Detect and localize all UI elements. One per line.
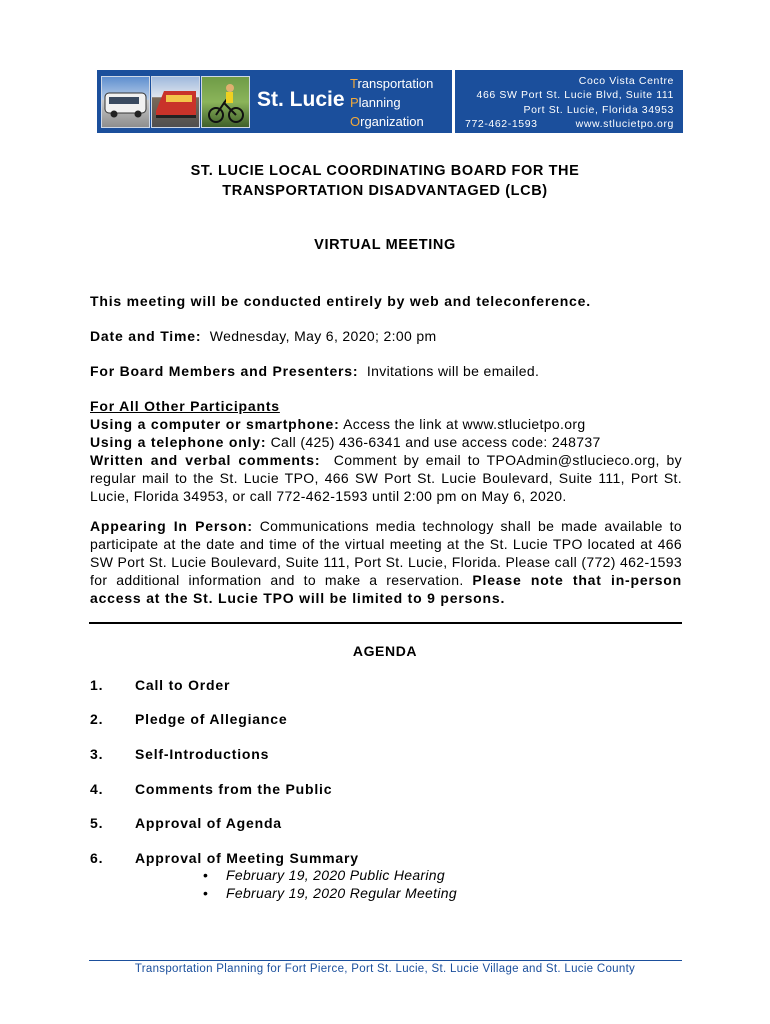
contact-street: 466 SW Port St. Lucie Blvd, Suite 111 [476, 89, 674, 102]
footer-tagline: Transportation Planning for Fort Pierce, Port St. Lucie, St. Lucie Village and St. Lucie County [134, 963, 636, 975]
agenda-sub-item: • February 19, 2020 Regular Meeting [203, 885, 457, 901]
agenda-item: 6. Approval of Meeting Summary [90, 850, 359, 866]
bus-photo [101, 76, 150, 128]
contact-building: Coco Vista Centre [578, 75, 674, 87]
agenda-item: 1. Call to Order [90, 677, 231, 693]
date-time: Date and Time: Wednesday, May 6, 2020; 2:00 pm [90, 328, 437, 344]
contact-city: Port St. Lucie, Florida 34953 [523, 103, 674, 116]
contact-block [455, 70, 683, 133]
train-photo [151, 76, 200, 128]
other-participants-section: For All Other Participants Using a computer or smartphone: Access the link at www.stlucietpo.org Using a telephone only: Call (425) 436-6341 and use access code: 248737 Written and verbal comments: Comment by email to TPOAdmin@stlucieco.org, by regular mail to the St. Lucie TPO, 466 SW Port St. Lucie Boulevard, Suite 111, Port St. Lucie, Florida 34953, or call 772-462-1593 until 2:00 pm on May 6, 2020. [90, 398, 682, 504]
agenda-title: AGENDA [352, 643, 418, 659]
telephone-access: Call (425) 436-6341 and use access code: 248737 [270, 434, 601, 450]
agenda-item: 2. Pledge of Allegiance [90, 711, 288, 727]
computer-access: Access the link at www.stlucietpo.org [343, 416, 586, 432]
meeting-type-heading: VIRTUAL MEETING [314, 237, 456, 253]
contact-phone: 772-462-1593 [465, 117, 538, 130]
contact-website[interactable]: www.stlucietpo.org [575, 117, 674, 130]
agenda-item: 4. Comments from the Public [90, 781, 333, 797]
document-title-line1: ST. LUCIE LOCAL COORDINATING BOARD FOR THE [190, 163, 580, 179]
in-person-section: Appearing In Person: Communications media technology shall be made available to participate at the date and time of the virtual meeting at the St. Lucie TPO located at 466 SW Port St. Lucie Boulevard, Suite 111, Port St. Lucie, Florida. Please call (772) 462-1593 for additional information and to make a reservation. Please note that in-person access at the St. Lucie TPO will be limited to 9 persons. [90, 518, 683, 606]
footer-divider [89, 960, 682, 961]
agenda-item: 5. Approval of Agenda [90, 815, 282, 831]
other-participants-heading: For All Other Participants [90, 398, 280, 414]
cyclist-photo [201, 76, 250, 128]
bullet-icon: • [203, 867, 209, 883]
agenda-sub-item: • February 19, 2020 Public Hearing [203, 867, 445, 883]
section-divider [89, 622, 682, 624]
board-members-note: For Board Members and Presenters: Invitations will be emailed. [90, 363, 540, 379]
logo-name: St. Lucie [257, 88, 345, 111]
document-title-line2: TRANSPORTATION DISADVANTAGED (LCB) [222, 183, 548, 199]
bullet-icon: • [203, 885, 209, 901]
written-comments: Comment by email to TPOAdmin@stlucieco.org, by regular mail to the St. Lucie TPO, 466 SW Port St. Lucie Boulevard, Suite 111, Port St. Lucie, Florida 34953, or call 772-462-1593 until 2:00 pm on May 6, 2020. [90, 452, 682, 504]
agenda-item: 3. Self-Introductions [90, 746, 270, 762]
logo-wordmark: Transportation Planning Organization [350, 76, 434, 129]
tpo-logo [97, 70, 452, 133]
in-person-limit-note: Please note that in-person access at the St. Lucie TPO will be limited to 9 persons. [90, 572, 682, 606]
intro-statement: This meeting will be conducted entirely by web and teleconference. [90, 293, 591, 309]
